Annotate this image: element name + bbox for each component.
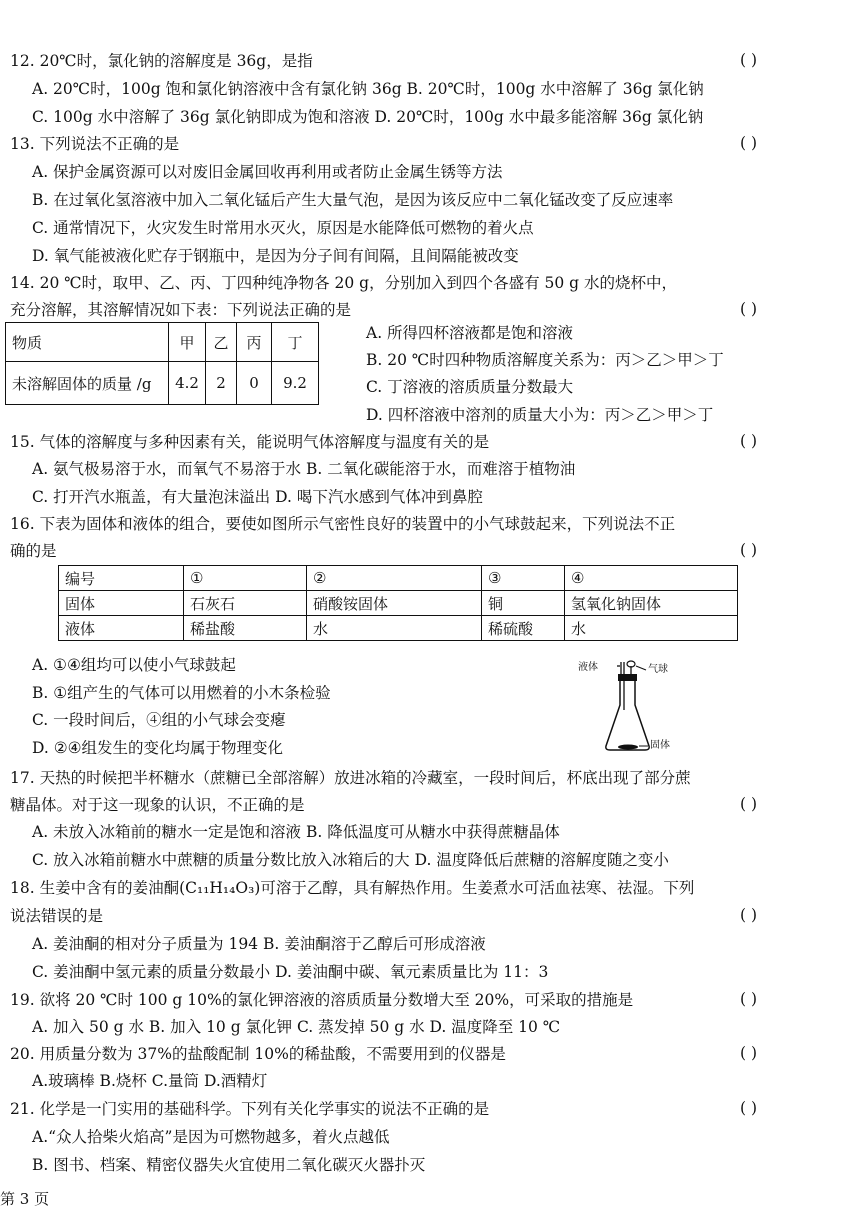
q16-table <box>58 565 738 641</box>
q14-stem-cont: 充分溶解，其溶解情况如下表：下列说法正确的是 <box>10 301 352 319</box>
q16-stem-cont: 确的是 <box>10 542 57 560</box>
q14-table <box>5 322 319 405</box>
table-cell: 铜 <box>482 591 565 616</box>
q17-answer-bracket: ( ) <box>740 795 758 813</box>
q13-answer-bracket: ( ) <box>740 134 758 152</box>
q19-stem: 19. 欲将 20 ℃时 100 g 10%的氯化钾溶液的溶质质量分数增大至 20%，可采取的措施是 <box>10 991 634 1009</box>
table-cell: 0 <box>237 362 272 405</box>
page-number: 第 3 页 <box>0 1190 50 1208</box>
q21-option-a: A.“众人拾柴火焰高”是因为可燃物越多，着火点越低 <box>32 1128 390 1146</box>
table-header-cell: 甲 <box>169 323 206 362</box>
q16-option-d: D. ②④组发生的变化均属于物理变化 <box>32 739 284 757</box>
q21-answer-bracket: ( ) <box>740 1099 758 1117</box>
table-cell: 石灰石 <box>184 591 307 616</box>
q16-answer-bracket: ( ) <box>740 541 758 559</box>
table-header-cell: 丙 <box>237 323 272 362</box>
q14-option-b: B. 20 ℃时四种物质溶解度关系为：丙＞乙＞甲＞丁 <box>366 351 724 369</box>
table-cell: 水 <box>307 616 482 641</box>
q17-options-ab: A. 未放入冰箱前的糖水一定是饱和溶液 B. 降低温度可从糖水中获得蔗糖晶体 <box>32 823 560 841</box>
q20-options: A.玻璃棒 B.烧杯 C.量筒 D.酒精灯 <box>32 1072 268 1090</box>
q20-stem: 20. 用质量分数为 37%的盐酸配制 10%的稀盐酸，不需要用到的仪器是 <box>10 1045 506 1063</box>
q19-answer-bracket: ( ) <box>740 990 758 1008</box>
q12-stem: 12. 20℃时，氯化钠的溶解度是 36g，是指 <box>10 52 313 70</box>
table-header-cell: 物质 <box>6 323 169 362</box>
q19-options: A. 加入 50 g 水 B. 加入 10 g 氯化钾 C. 蒸发掉 50 g 水 D. 温度降至 10 ℃ <box>32 1018 561 1036</box>
q21-option-b: B. 图书、档案、精密仪器失火宜使用二氧化碳灭火器扑灭 <box>32 1156 426 1174</box>
table-cell: ② <box>307 566 482 591</box>
q17-stem-cont: 糖晶体。对于这一现象的认识，不正确的是 <box>10 796 305 814</box>
q16-option-a: A. ①④组均可以使小气球鼓起 <box>32 656 236 674</box>
q13-option-a: A. 保护金属资源可以对废旧金属回收再利用或者防止金属生锈等方法 <box>32 163 503 181</box>
q15-options-ab: A. 氨气极易溶于水，而氧气不易溶于水 B. 二氧化碳能溶于水，而难溶于植物油 <box>32 460 576 478</box>
q17-options-cd: C. 放入冰箱前糖水中蔗糖的质量分数比放入冰箱后的大 D. 温度降低后蔗糖的溶解度随之变小 <box>32 851 669 869</box>
table-header-cell: 丁 <box>272 323 319 362</box>
table-cell: 4.2 <box>169 362 206 405</box>
figure-label-liquid: 液体 <box>578 662 598 673</box>
table-cell: 硝酸铵固体 <box>307 591 482 616</box>
table-cell: 2 <box>206 362 237 405</box>
q14-answer-bracket: ( ) <box>740 300 758 318</box>
table-cell: 稀盐酸 <box>184 616 307 641</box>
table-cell: ④ <box>565 566 738 591</box>
table-cell: 固体 <box>59 591 184 616</box>
table-cell: 稀硫酸 <box>482 616 565 641</box>
q12-answer-bracket: ( ) <box>740 51 758 69</box>
q14-option-d: D. 四杯溶液中溶剂的质量大小为：丙＞乙＞甲＞丁 <box>366 406 714 424</box>
q12-options-cd: C. 100g 水中溶解了 36g 氯化钠即成为饱和溶液 D. 20℃时，100g 水中最多能溶解 36g 氯化钠 <box>32 108 704 126</box>
q13-stem: 13. 下列说法不正确的是 <box>10 135 180 153</box>
table-cell: 液体 <box>59 616 184 641</box>
table-cell: 未溶解固体的质量 /g <box>6 362 169 405</box>
table-cell: 9.2 <box>272 362 319 405</box>
q18-options-cd: C. 姜油酮中氢元素的质量分数最小 D. 姜油酮中碳、氧元素质量比为 11：3 <box>32 963 549 981</box>
q18-options-ab: A. 姜油酮的相对分子质量为 194 B. 姜油酮溶于乙醇后可形成溶液 <box>32 935 486 953</box>
q16-option-b: B. ①组产生的气体可以用燃着的小木条检验 <box>32 684 331 702</box>
q16-option-c: C. 一段时间后，④组的小气球会变瘪 <box>32 711 286 729</box>
q16-stem: 16. 下表为固体和液体的组合，要使如图所示气密性良好的装置中的小气球鼓起来，下列说法不正 <box>10 515 676 533</box>
table-cell: 编号 <box>59 566 184 591</box>
q15-stem: 15. 气体的溶解度与多种因素有关，能说明气体溶解度与温度有关的是 <box>10 433 490 451</box>
q15-options-cd: C. 打开汽水瓶盖，有大量泡沫溢出 D. 喝下汽水感到气体冲到鼻腔 <box>32 488 483 506</box>
figure-label-solid: 固体 <box>650 740 670 751</box>
q14-stem: 14. 20 ℃时，取甲、乙、丙、丁四种纯净物各 20 g，分别加入到四个各盛有 50 g 水的烧杯中， <box>10 274 677 292</box>
q12-options-ab: A. 20℃时，100g 饱和氯化钠溶液中含有氯化钠 36g B. 20℃时，100g 水中溶解了 36g 氯化钠 <box>32 80 704 98</box>
q13-option-d: D. 氧气能被液化贮存于钢瓶中，是因为分子间有间隔，且间隔能被改变 <box>32 247 519 265</box>
q18-answer-bracket: ( ) <box>740 906 758 924</box>
table-cell: 氢氧化钠固体 <box>565 591 738 616</box>
q17-stem: 17. 天热的时候把半杯糖水（蔗糖已全部溶解）放进冰箱的冷藏室，一段时间后，杯底出现了部分蔗 <box>10 769 691 787</box>
table-header-cell: 乙 <box>206 323 237 362</box>
q18-stem-cont: 说法错误的是 <box>10 907 104 925</box>
q14-option-a: A. 所得四杯溶液都是饱和溶液 <box>366 324 574 342</box>
q21-stem: 21. 化学是一门实用的基础科学。下列有关化学事实的说法不正确的是 <box>10 1100 490 1118</box>
table-cell: 水 <box>565 616 738 641</box>
table-cell: ① <box>184 566 307 591</box>
q14-option-c: C. 丁溶液的溶质质量分数最大 <box>366 378 574 396</box>
table-cell: ③ <box>482 566 565 591</box>
q18-stem: 18. 生姜中含有的姜油酮(C₁₁H₁₄O₃)可溶于乙醇，具有解热作用。生姜煮水可活血祛寒、祛湿。下列 <box>10 879 695 897</box>
q13-option-b: B. 在过氧化氢溶液中加入二氧化锰后产生大量气泡，是因为该反应中二氧化锰改变了反应速率 <box>32 191 674 209</box>
q13-option-c: C. 通常情况下，火灾发生时常用水灭火，原因是水能降低可燃物的着火点 <box>32 219 534 237</box>
q15-answer-bracket: ( ) <box>740 432 758 450</box>
q20-answer-bracket: ( ) <box>740 1044 758 1062</box>
figure-label-balloon: 气球 <box>648 664 668 675</box>
